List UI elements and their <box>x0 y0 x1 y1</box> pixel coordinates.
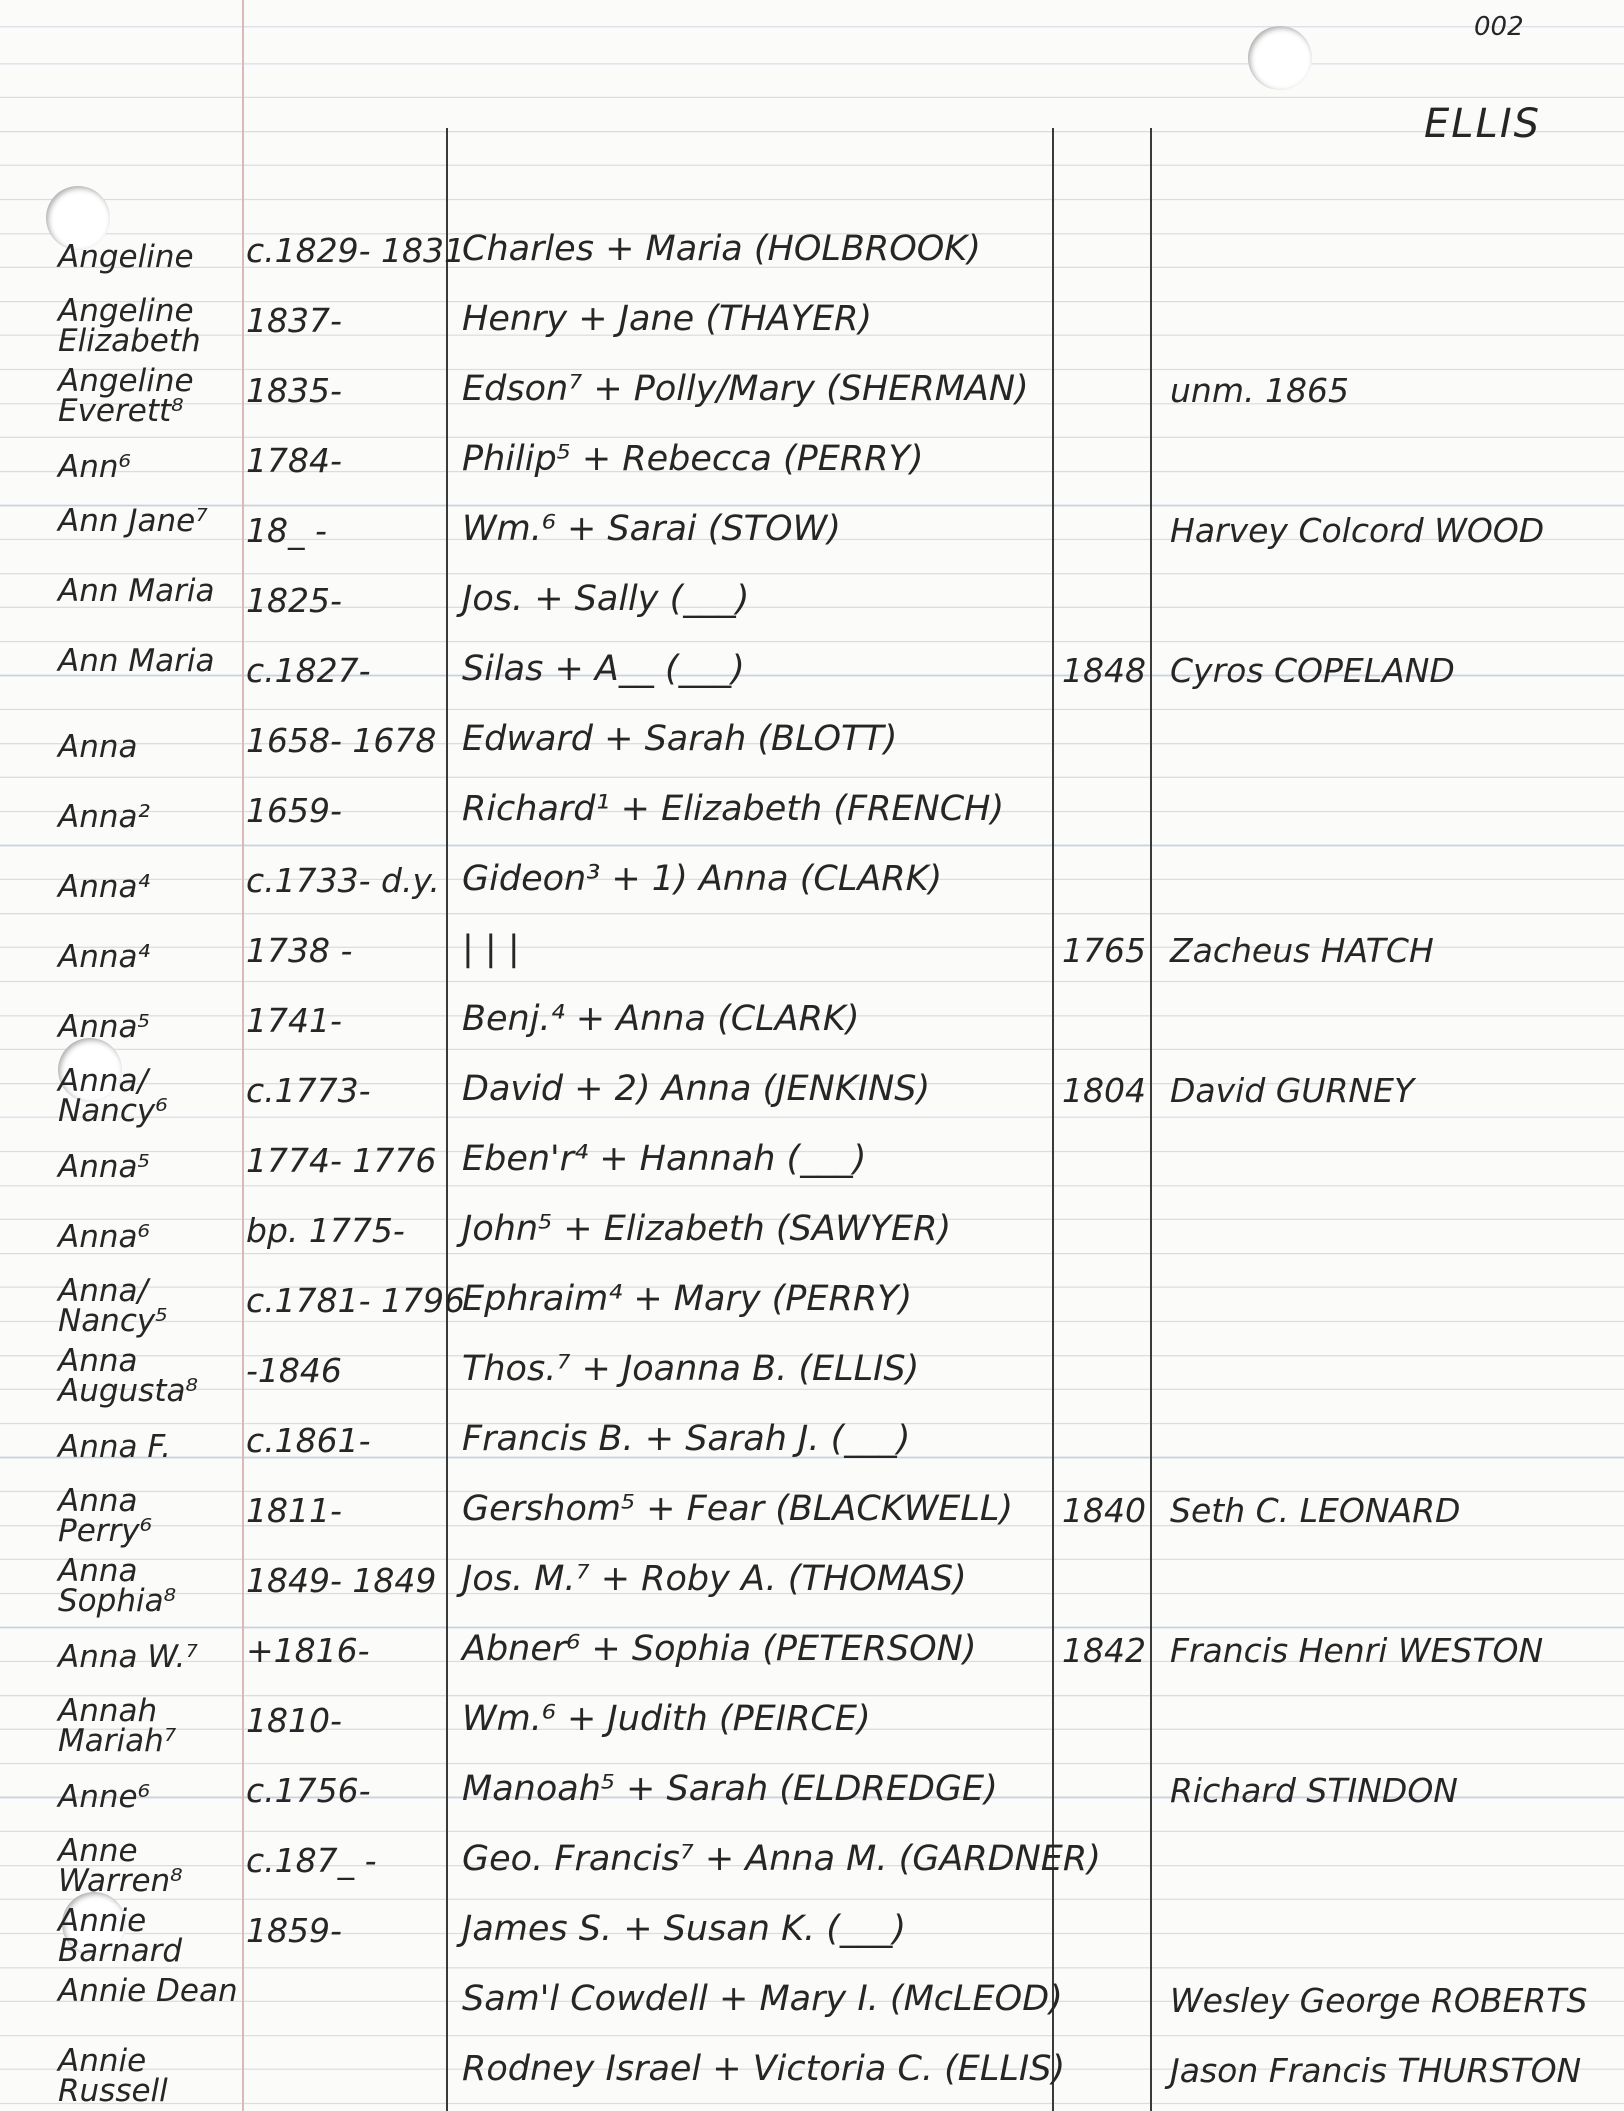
entry-row <box>0 1482 1624 1552</box>
entry-name: Anna/ Nancy⁶ <box>58 1063 168 1129</box>
entry-dates: +1816- <box>246 1631 370 1670</box>
entry-dates: -1846 <box>246 1351 342 1390</box>
entry-parents: Geo. Francis⁷ + Anna M. (GARDNER) <box>462 1839 1101 1879</box>
entry-row <box>0 362 1624 432</box>
entry-parents: Thos.⁷ + Joanna B. (ELLIS) <box>462 1349 920 1389</box>
entry-row <box>0 1202 1624 1272</box>
entry-dates: 1811- <box>246 1491 342 1530</box>
entry-name: Annah Mariah⁷ <box>58 1693 177 1759</box>
entry-name: Anna Perry⁶ <box>58 1483 153 1549</box>
entry-spouse: unm. 1865 <box>1170 371 1349 410</box>
entry-marriage-year: 1848 <box>1062 651 1146 690</box>
entry-dates: c.1781- 1796 <box>246 1281 465 1320</box>
entry-dates: 1859- <box>246 1911 342 1950</box>
entry-parents: Silas + A__ (___) <box>462 649 745 689</box>
entry-row <box>0 1622 1624 1692</box>
entry-dates: 1738 - <box>246 931 353 970</box>
entry-name: Annie Barnard <box>58 1903 183 1969</box>
entry-parents: Benj.⁴ + Anna (CLARK) <box>462 999 860 1039</box>
entry-dates: 1825- <box>246 581 342 620</box>
entry-dates: 1774- 1776 <box>246 1141 437 1180</box>
entry-parents: Gershom⁵ + Fear (BLACKWELL) <box>462 1489 1014 1529</box>
entry-parents: Richard¹ + Elizabeth (FRENCH) <box>462 789 1005 829</box>
entry-name: Annie Dean <box>58 1973 238 2009</box>
page-number: 002 <box>1474 12 1524 42</box>
entry-row <box>0 1132 1624 1202</box>
entry-dates: 1835- <box>246 371 342 410</box>
entry-dates: 1810- <box>246 1701 342 1740</box>
entry-dates: c.1773- <box>246 1071 371 1110</box>
entry-parents: Ephraim⁴ + Mary (PERRY) <box>462 1279 913 1319</box>
entry-spouse: Harvey Colcord WOOD <box>1170 511 1545 550</box>
entry-row <box>0 1902 1624 1972</box>
entry-row <box>0 1692 1624 1762</box>
entry-row <box>0 1062 1624 1132</box>
entry-name: Anne⁶ <box>58 1779 151 1815</box>
entry-parents: Charles + Maria (HOLBROOK) <box>462 229 981 269</box>
entry-parents: Sam'l Cowdell + Mary I. (McLEOD) <box>462 1979 1063 2019</box>
entry-row <box>0 782 1624 852</box>
entry-name: Anna W.⁷ <box>58 1639 198 1675</box>
entry-name: Anne Warren⁸ <box>58 1833 183 1899</box>
entry-marriage-year: 1804 <box>1062 1071 1146 1110</box>
entry-spouse: Richard STINDON <box>1170 1771 1458 1810</box>
entry-name: Angeline <box>58 239 194 275</box>
entry-dates: 18_ - <box>246 511 327 550</box>
entry-row <box>0 1412 1624 1482</box>
entry-spouse: David GURNEY <box>1170 1071 1415 1110</box>
entry-name: Anna Sophia⁸ <box>58 1553 177 1619</box>
entry-name: Anna⁴ <box>58 939 150 975</box>
entry-row <box>0 1342 1624 1412</box>
entry-name: Anna⁴ <box>58 869 150 905</box>
entry-dates: 1659- <box>246 791 342 830</box>
entry-row <box>0 292 1624 362</box>
entry-row <box>0 922 1624 992</box>
entry-row <box>0 502 1624 572</box>
entry-spouse: Zacheus HATCH <box>1170 931 1434 970</box>
entry-row <box>0 1552 1624 1622</box>
entry-parents: John⁵ + Elizabeth (SAWYER) <box>462 1209 952 1249</box>
entry-dates: c.1829- 1831 <box>246 231 465 270</box>
entry-dates: 1741- <box>246 1001 342 1040</box>
entry-marriage-year: 1842 <box>1062 1631 1146 1670</box>
entry-row <box>0 1762 1624 1832</box>
entry-name: Angeline Elizabeth <box>58 293 201 359</box>
entry-parents: Wm.⁶ + Judith (PEIRCE) <box>462 1699 871 1739</box>
entry-marriage-year: 1840 <box>1062 1491 1146 1530</box>
entry-row <box>0 1832 1624 1902</box>
surname-heading: ELLIS <box>1424 101 1542 147</box>
entry-parents: Eben'r⁴ + Hannah (___) <box>462 1139 867 1179</box>
entry-dates: c.1827- <box>246 651 371 690</box>
entry-name: Ann Maria <box>58 643 215 679</box>
entry-dates: 1837- <box>246 301 342 340</box>
entry-row <box>0 572 1624 642</box>
entry-dates: c.187_ - <box>246 1841 377 1880</box>
entry-dates: 1849- 1849 <box>246 1561 437 1600</box>
entry-spouse: Jason Francis THURSTON <box>1170 2051 1582 2090</box>
entry-marriage-year: 1765 <box>1062 931 1146 970</box>
entry-row <box>0 992 1624 1062</box>
entry-spouse: Francis Henri WESTON <box>1170 1631 1544 1670</box>
entry-name: Annie Russell <box>58 2043 168 2109</box>
entry-parents: Edward + Sarah (BLOTT) <box>462 719 898 759</box>
entry-dates: 1784- <box>246 441 342 480</box>
entry-parents: Jos. M.⁷ + Roby A. (THOMAS) <box>462 1559 967 1599</box>
entry-name: Anna/ Nancy⁵ <box>58 1273 168 1339</box>
entry-name: Ann⁶ <box>58 449 131 485</box>
entry-row <box>0 1272 1624 1342</box>
entry-dates: c.1861- <box>246 1421 371 1460</box>
entry-parents: Wm.⁶ + Sarai (STOW) <box>462 509 841 549</box>
entry-name: Anna Augusta⁸ <box>58 1343 198 1409</box>
entry-dates: bp. 1775- <box>246 1211 405 1250</box>
entry-parents: Abner⁶ + Sophia (PETERSON) <box>462 1629 977 1669</box>
entry-name: Ann Maria <box>58 573 215 609</box>
entry-name: Angeline Everett⁸ <box>58 363 194 429</box>
entry-dates: c.1756- <box>246 1771 371 1810</box>
entry-name: Anna F. <box>58 1429 172 1465</box>
entry-name: Anna⁵ <box>58 1009 150 1045</box>
entry-row <box>0 852 1624 922</box>
entry-parents: Gideon³ + 1) Anna (CLARK) <box>462 859 943 899</box>
entry-parents: Manoah⁵ + Sarah (ELDREDGE) <box>462 1769 998 1809</box>
entry-spouse: Cyros COPELAND <box>1170 651 1455 690</box>
entry-row <box>0 712 1624 782</box>
entry-row <box>0 222 1624 292</box>
entry-parents: Francis B. + Sarah J. (___) <box>462 1419 911 1459</box>
entry-dates: 1658- 1678 <box>246 721 437 760</box>
entry-name: Anna <box>58 729 138 765</box>
entry-parents: Jos. + Sally (___) <box>462 579 750 619</box>
entry-parents: | | | <box>462 929 520 969</box>
entry-name: Ann Jane⁷ <box>58 503 208 539</box>
entry-parents: Edson⁷ + Polly/Mary (SHERMAN) <box>462 369 1029 409</box>
entry-row <box>0 642 1624 712</box>
entry-row <box>0 1972 1624 2042</box>
entry-name: Anna² <box>58 799 150 835</box>
entry-spouse: Wesley George ROBERTS <box>1170 1981 1588 2020</box>
entry-row <box>0 2042 1624 2111</box>
entry-parents: Henry + Jane (THAYER) <box>462 299 873 339</box>
entry-parents: Rodney Israel + Victoria C. (ELLIS) <box>462 2049 1066 2089</box>
entry-name: Anna⁶ <box>58 1219 150 1255</box>
entry-parents: Philip⁵ + Rebecca (PERRY) <box>462 439 924 479</box>
entry-name: Anna⁵ <box>58 1149 150 1185</box>
entry-row <box>0 432 1624 502</box>
entry-parents: James S. + Susan K. (___) <box>462 1909 907 1949</box>
entry-parents: David + 2) Anna (JENKINS) <box>462 1069 931 1109</box>
entry-spouse: Seth C. LEONARD <box>1170 1491 1461 1530</box>
entry-dates: c.1733- d.y. <box>246 861 440 900</box>
